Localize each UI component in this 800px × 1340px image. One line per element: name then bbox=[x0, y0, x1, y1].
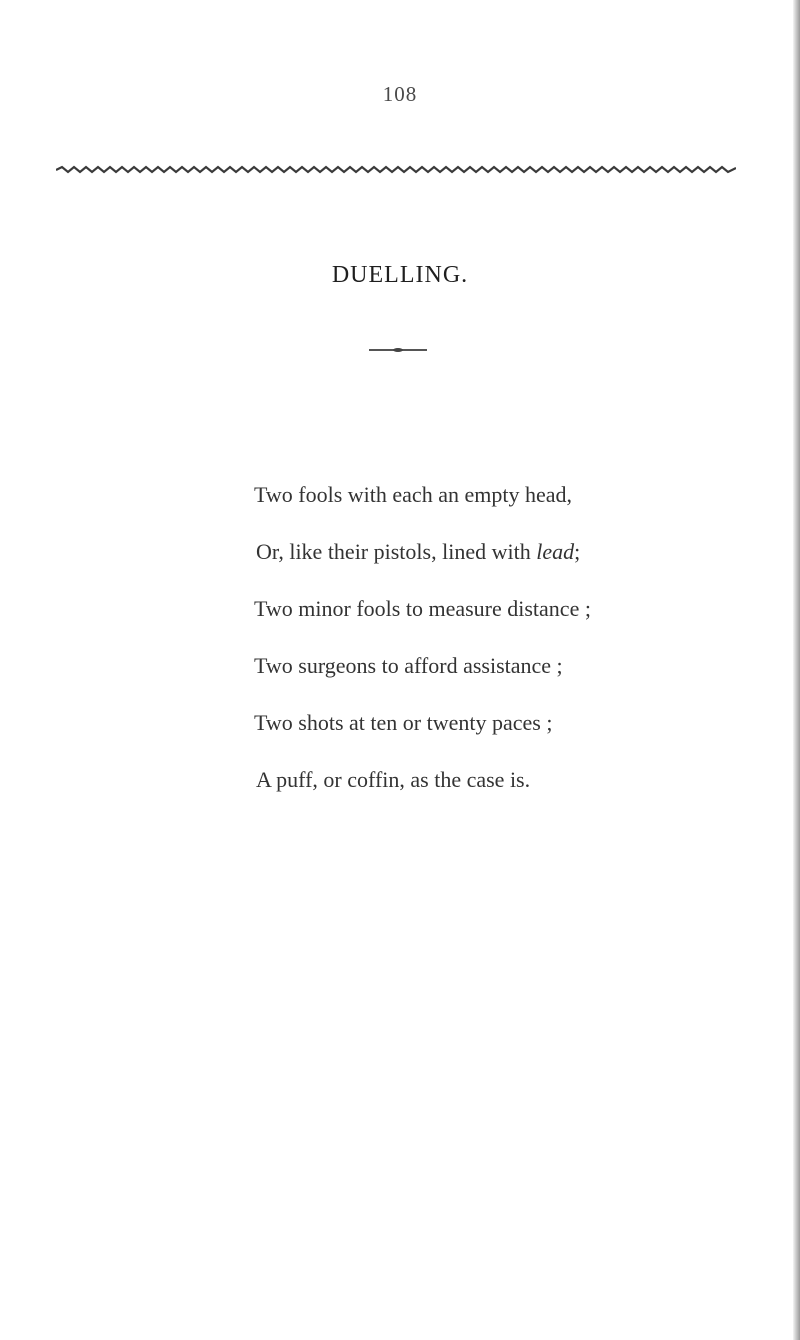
poem-line-1: Two fools with each an empty head, bbox=[254, 482, 572, 507]
page-number: 108 bbox=[382, 82, 418, 106]
title-divider bbox=[369, 349, 427, 351]
poem-line-3: Two minor fools to measure distance ; bbox=[254, 596, 591, 621]
poem-line-4: Two surgeons to afford assistance ; bbox=[254, 653, 563, 678]
page-edge-shadow bbox=[793, 0, 800, 1340]
poem-title: DUELLING. bbox=[331, 262, 469, 288]
poem-body bbox=[254, 481, 694, 823]
poem-line-2 bbox=[254, 538, 694, 566]
decorative-rule-ornament bbox=[56, 165, 736, 174]
poem-line-2-start: Or, like their pistols, lined with bbox=[256, 539, 537, 564]
poem-line-5: Two shots at ten or twenty paces ; bbox=[254, 710, 553, 735]
poem-line-6: A puff, or coffin, as the case is. bbox=[256, 767, 531, 792]
poem-line-2-end: ; bbox=[574, 539, 581, 564]
poem-line-2-italic-word: lead bbox=[536, 539, 575, 564]
